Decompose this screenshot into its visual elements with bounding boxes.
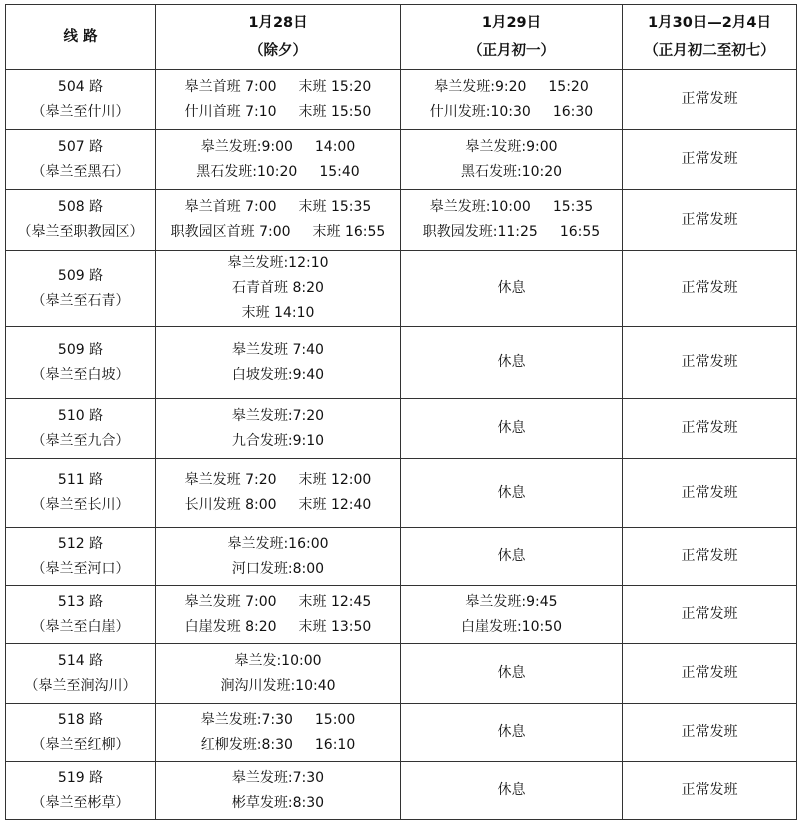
time-line bbox=[156, 220, 400, 245]
status-text: 正常发班 bbox=[681, 91, 738, 107]
jan29-cell bbox=[401, 327, 623, 399]
depart-time: 皋兰发班 7:20 bbox=[184, 472, 277, 488]
route-number: 519 路 bbox=[57, 769, 104, 786]
status-text: 正常发班 bbox=[681, 665, 738, 681]
jan29-cell bbox=[401, 762, 623, 820]
time-line bbox=[156, 100, 400, 125]
jan29-cell bbox=[401, 644, 623, 704]
route-cell bbox=[6, 528, 156, 586]
table-row bbox=[6, 327, 797, 399]
jan28-cell bbox=[156, 130, 401, 190]
table-row bbox=[6, 704, 797, 762]
header-jan29-note: （正月初一） bbox=[468, 43, 555, 59]
header-jan30-date: 1月30日—2月4日 bbox=[648, 15, 771, 31]
header-jan30-feb4 bbox=[623, 5, 797, 70]
route-description: （皋兰至职教园区） bbox=[17, 224, 144, 240]
route-cell bbox=[6, 459, 156, 528]
status-text: 休息 bbox=[497, 420, 526, 436]
time-line: 彬草发班:8:30 bbox=[231, 794, 325, 811]
header-route-label: 线 路 bbox=[63, 29, 98, 45]
jan28-cell bbox=[156, 327, 401, 399]
time-line: 皋兰发班 7:40 bbox=[232, 341, 324, 358]
time-line bbox=[156, 615, 400, 640]
status-text: 休息 bbox=[497, 548, 526, 564]
jan29-cell bbox=[401, 704, 623, 762]
jan29-cell bbox=[401, 70, 623, 130]
table-row bbox=[6, 70, 797, 130]
bus-schedule-table bbox=[5, 4, 797, 820]
jan30-feb4-cell bbox=[623, 528, 797, 586]
depart-time: 白崖发班 8:20 bbox=[184, 618, 277, 635]
last-time: 末班 13:50 bbox=[298, 618, 372, 635]
status-text: 休息 bbox=[497, 665, 526, 681]
route-number: 513 路 bbox=[57, 593, 104, 610]
header-jan28-note: （除夕） bbox=[249, 43, 307, 59]
status-text: 正常发班 bbox=[681, 354, 738, 370]
jan30-feb4-cell bbox=[623, 586, 797, 644]
time-line: 河口发班:8:00 bbox=[231, 560, 325, 577]
time-line bbox=[156, 590, 400, 615]
jan30-feb4-cell bbox=[623, 327, 797, 399]
time-line bbox=[401, 100, 622, 125]
status-text: 正常发班 bbox=[681, 420, 738, 436]
depart-time: 什川首班 7:10 bbox=[184, 103, 277, 120]
last-time: 末班 16:55 bbox=[312, 224, 386, 240]
jan30-feb4-cell bbox=[623, 130, 797, 190]
time-line bbox=[401, 195, 622, 220]
time-line bbox=[156, 468, 400, 493]
time-line: 石青首班 8:20 bbox=[232, 280, 324, 296]
route-description: （皋兰至涧沟川） bbox=[24, 677, 137, 694]
time-line bbox=[156, 75, 400, 100]
route-number: 512 路 bbox=[57, 535, 104, 552]
time-line: 白坡发班:9:40 bbox=[231, 366, 325, 383]
jan30-feb4-cell bbox=[623, 190, 797, 251]
route-description: （皋兰至黑石） bbox=[31, 163, 130, 180]
jan30-feb4-cell bbox=[623, 644, 797, 704]
last-time: 16:30 bbox=[552, 103, 594, 120]
table-row bbox=[6, 251, 797, 327]
status-text: 正常发班 bbox=[681, 151, 738, 167]
header-route bbox=[6, 5, 156, 70]
jan30-feb4-cell bbox=[623, 70, 797, 130]
table-row bbox=[6, 644, 797, 704]
jan29-cell bbox=[401, 459, 623, 528]
last-time: 15:20 bbox=[548, 78, 589, 95]
time-line bbox=[401, 75, 622, 100]
last-time: 16:55 bbox=[559, 224, 601, 240]
time-line bbox=[156, 733, 400, 758]
route-cell bbox=[6, 70, 156, 130]
status-text: 正常发班 bbox=[681, 606, 738, 622]
header-jan30-note: （正月初二至初七） bbox=[644, 43, 775, 59]
status-text: 正常发班 bbox=[681, 484, 738, 501]
depart-time: 皋兰首班 7:00 bbox=[184, 78, 277, 95]
jan29-cell bbox=[401, 399, 623, 459]
route-cell bbox=[6, 251, 156, 327]
status-text: 休息 bbox=[497, 724, 526, 740]
jan28-cell bbox=[156, 644, 401, 704]
header-jan28-date: 1月28日 bbox=[248, 15, 308, 31]
time-line bbox=[156, 135, 400, 160]
table-row bbox=[6, 459, 797, 528]
time-line: 九合发班:9:10 bbox=[231, 432, 325, 449]
route-cell bbox=[6, 762, 156, 820]
route-number: 511 路 bbox=[57, 472, 104, 488]
status-text: 正常发班 bbox=[681, 782, 738, 798]
last-time: 15:00 bbox=[314, 711, 356, 728]
time-line bbox=[156, 493, 400, 518]
route-description: （皋兰至红柳） bbox=[31, 736, 130, 753]
last-time: 15:35 bbox=[552, 199, 594, 215]
time-line: 皋兰发班:7:30 bbox=[231, 769, 325, 786]
last-time: 末班 12:00 bbox=[298, 472, 372, 488]
time-line: 皋兰发班:7:20 bbox=[231, 407, 325, 424]
time-line bbox=[156, 160, 400, 185]
table-header-row bbox=[6, 5, 797, 70]
route-description: （皋兰至九合） bbox=[31, 432, 130, 449]
route-description: （皋兰至河口） bbox=[31, 560, 130, 577]
route-cell bbox=[6, 704, 156, 762]
route-number: 508 路 bbox=[57, 199, 104, 215]
time-line: 皋兰发班:9:45 bbox=[465, 593, 558, 610]
route-number: 507 路 bbox=[57, 138, 104, 155]
jan28-cell bbox=[156, 762, 401, 820]
route-cell bbox=[6, 130, 156, 190]
jan30-feb4-cell bbox=[623, 459, 797, 528]
last-time: 末班 15:50 bbox=[298, 103, 372, 120]
table-row bbox=[6, 190, 797, 251]
depart-time: 皋兰首班 7:00 bbox=[184, 199, 277, 215]
status-text: 休息 bbox=[497, 354, 526, 370]
jan29-cell bbox=[401, 251, 623, 327]
time-line: 涧沟川发班:10:40 bbox=[220, 677, 336, 694]
time-line: 白崖发班:10:50 bbox=[460, 618, 563, 635]
header-jan28 bbox=[156, 5, 401, 70]
header-jan29 bbox=[401, 5, 623, 70]
status-text: 休息 bbox=[497, 484, 526, 501]
route-number: 514 路 bbox=[57, 652, 104, 669]
time-line: 皋兰发:10:00 bbox=[234, 652, 322, 669]
time-line: 皋兰发班:9:00 bbox=[465, 138, 558, 155]
route-number: 509 路 bbox=[57, 267, 104, 284]
time-line: 皋兰发班:16:00 bbox=[227, 535, 329, 552]
last-time: 末班 15:35 bbox=[298, 199, 372, 215]
jan29-cell bbox=[401, 190, 623, 251]
jan30-feb4-cell bbox=[623, 762, 797, 820]
jan29-cell bbox=[401, 586, 623, 644]
time-line: 黑石发班:10:20 bbox=[460, 163, 563, 180]
route-cell bbox=[6, 399, 156, 459]
time-line: 皋兰发班:12:10 bbox=[227, 255, 329, 271]
status-text: 正常发班 bbox=[681, 211, 738, 228]
table-body bbox=[6, 70, 797, 820]
route-number: 510 路 bbox=[57, 407, 104, 424]
status-text: 正常发班 bbox=[681, 548, 738, 564]
jan28-cell bbox=[156, 459, 401, 528]
depart-time: 皋兰发班:10:00 bbox=[429, 199, 531, 215]
depart-time: 皋兰发班:7:30 bbox=[200, 711, 293, 728]
table-row bbox=[6, 586, 797, 644]
last-time: 16:10 bbox=[314, 736, 356, 753]
route-cell bbox=[6, 586, 156, 644]
depart-time: 黑石发班:10:20 bbox=[196, 163, 298, 180]
route-description: （皋兰至什川） bbox=[31, 103, 130, 120]
status-text: 正常发班 bbox=[681, 724, 738, 740]
route-description: （皋兰至白崖） bbox=[31, 618, 130, 635]
status-text: 休息 bbox=[497, 280, 526, 296]
jan28-cell bbox=[156, 251, 401, 327]
route-number: 504 路 bbox=[57, 78, 104, 95]
jan29-cell bbox=[401, 130, 623, 190]
depart-time: 什川发班:10:30 bbox=[429, 103, 531, 120]
time-line bbox=[156, 195, 400, 220]
depart-time: 皋兰发班 7:00 bbox=[184, 593, 277, 610]
route-number: 509 路 bbox=[57, 341, 104, 358]
jan28-cell bbox=[156, 399, 401, 459]
depart-time: 红柳发班:8:30 bbox=[200, 736, 293, 753]
route-cell bbox=[6, 190, 156, 251]
last-time: 末班 15:20 bbox=[298, 78, 372, 95]
jan28-cell bbox=[156, 528, 401, 586]
jan28-cell bbox=[156, 70, 401, 130]
jan29-cell bbox=[401, 528, 623, 586]
jan30-feb4-cell bbox=[623, 399, 797, 459]
time-line bbox=[156, 708, 400, 733]
route-description: （皋兰至石青） bbox=[31, 292, 130, 309]
jan28-cell bbox=[156, 190, 401, 251]
route-cell bbox=[6, 644, 156, 704]
table-row bbox=[6, 528, 797, 586]
last-time: 末班 12:40 bbox=[298, 497, 372, 513]
jan28-cell bbox=[156, 704, 401, 762]
route-cell bbox=[6, 327, 156, 399]
depart-time: 职教园发班:11:25 bbox=[422, 224, 538, 240]
table-row bbox=[6, 130, 797, 190]
time-line: 末班 14:10 bbox=[241, 305, 315, 321]
route-number: 518 路 bbox=[57, 711, 104, 728]
last-time: 14:00 bbox=[314, 138, 356, 155]
route-description: （皋兰至白坡） bbox=[31, 366, 130, 383]
status-text: 正常发班 bbox=[681, 280, 738, 296]
last-time: 15:40 bbox=[319, 163, 360, 180]
jan28-cell bbox=[156, 586, 401, 644]
table-row bbox=[6, 762, 797, 820]
table-row bbox=[6, 399, 797, 459]
depart-time: 职教园区首班 7:00 bbox=[170, 224, 291, 240]
jan30-feb4-cell bbox=[623, 704, 797, 762]
header-jan29-date: 1月29日 bbox=[481, 15, 542, 31]
jan30-feb4-cell bbox=[623, 251, 797, 327]
route-description: （皋兰至长川） bbox=[31, 497, 130, 513]
depart-time: 长川发班 8:00 bbox=[184, 497, 277, 513]
last-time: 末班 12:45 bbox=[298, 593, 372, 610]
depart-time: 皋兰发班:9:20 bbox=[434, 78, 527, 95]
status-text: 休息 bbox=[497, 782, 526, 798]
depart-time: 皋兰发班:9:00 bbox=[200, 138, 293, 155]
route-description: （皋兰至彬草） bbox=[31, 794, 130, 811]
time-line bbox=[401, 220, 622, 245]
